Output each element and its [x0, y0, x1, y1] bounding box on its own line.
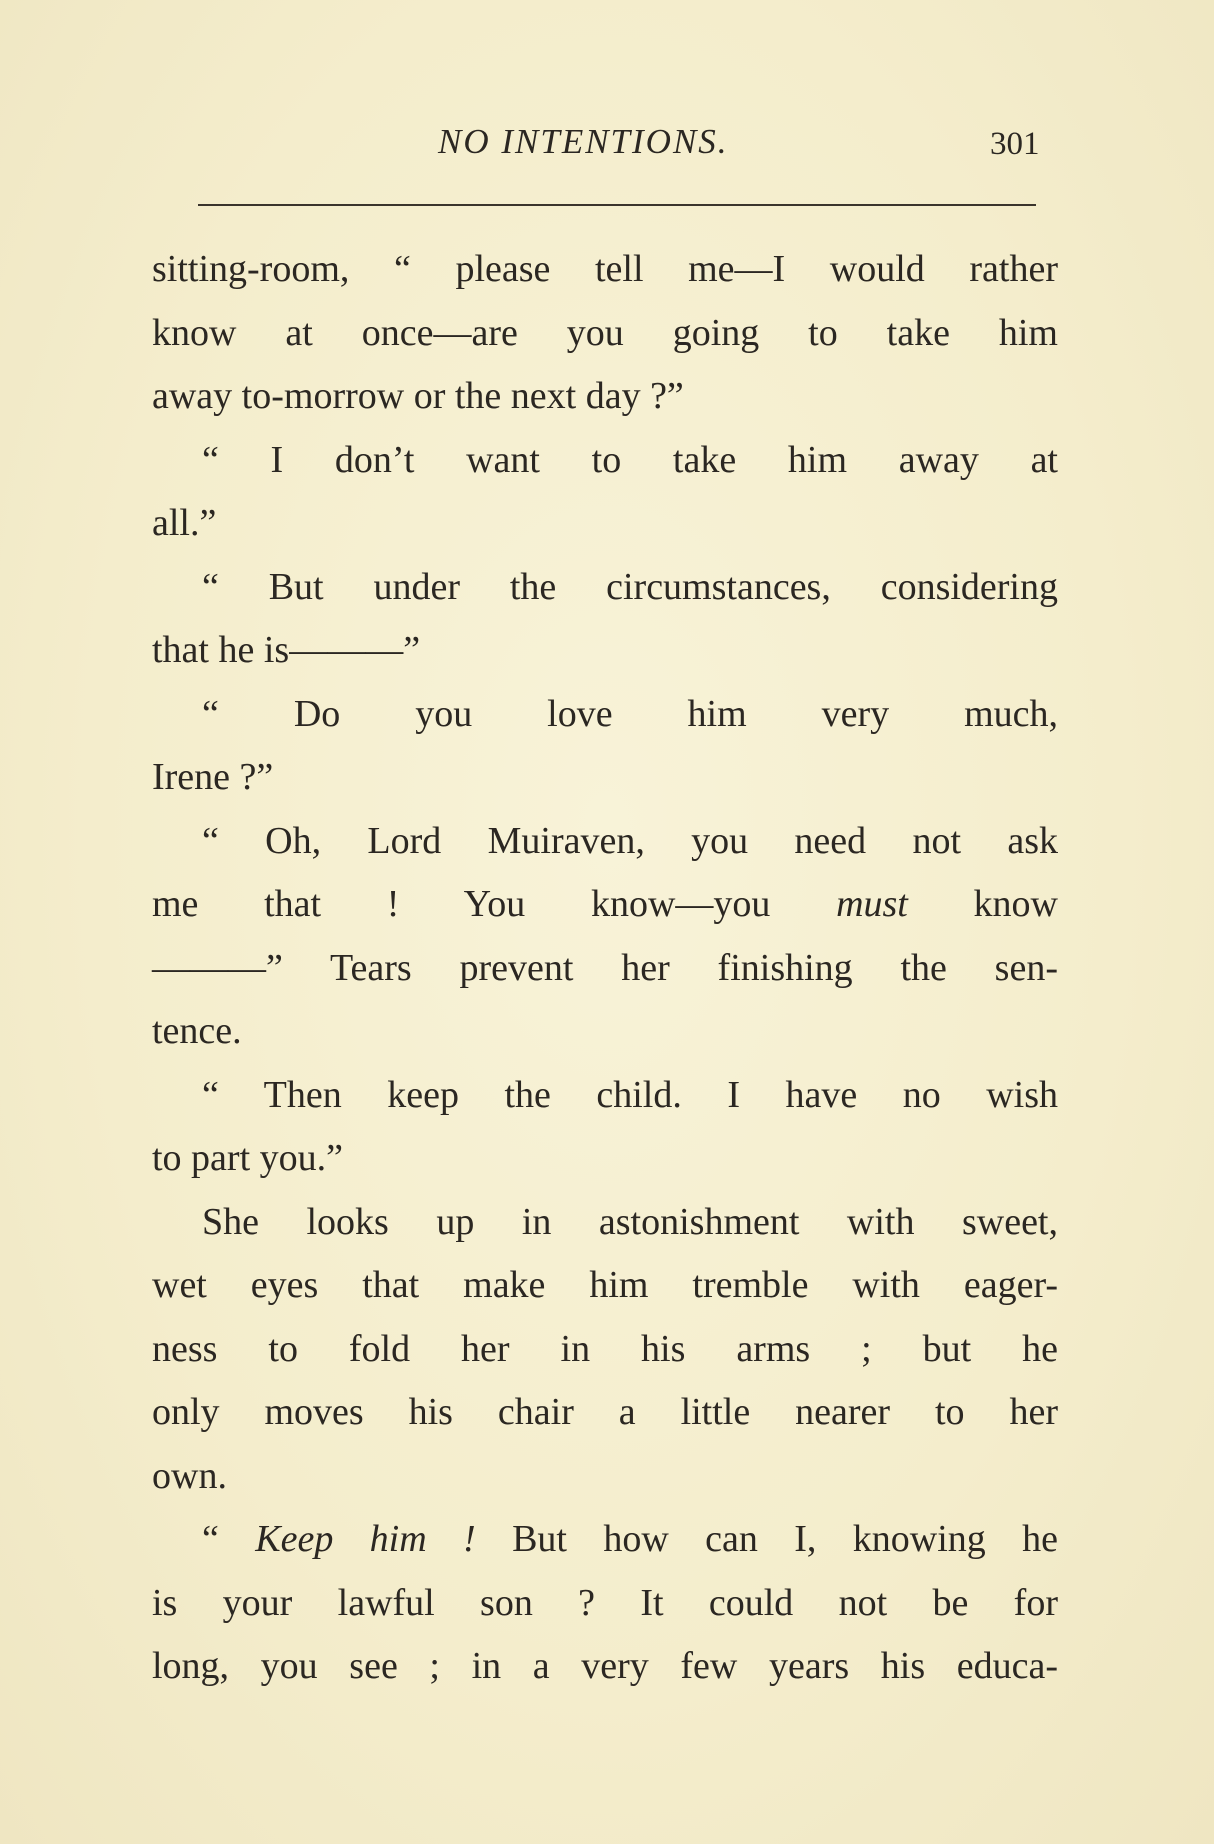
text-line: sitting-room, “ please tell me—I would rather	[152, 248, 1058, 290]
text-line: “ Oh, Lord Muiraven, you need not ask	[202, 819, 1058, 862]
text-line	[152, 1508, 1058, 1572]
text-line: “ But under the circumstances, considering	[202, 565, 1058, 608]
text-line: wet eyes that make him tremble with eager-	[152, 1264, 1058, 1306]
text-line: “ Do you love him very much,	[202, 692, 1058, 735]
text-line: long, you see ; in a very few years his educa-	[152, 1645, 1058, 1687]
text-run: me that ! You know—you	[152, 883, 837, 925]
text-run: “	[202, 1518, 256, 1560]
italic-run: must	[836, 883, 908, 925]
body-text	[152, 238, 1058, 1699]
text-line: She looks up in astonishment with sweet,	[202, 1200, 1058, 1243]
text-line: know at once—are you going to take him	[152, 311, 1058, 354]
text-line: to part you.”	[152, 1137, 344, 1179]
text-line: “ I don’t want to take him away at	[202, 438, 1058, 481]
text-line: that he is———”	[152, 629, 421, 671]
running-head	[0, 122, 1214, 172]
text-line: own.	[152, 1454, 227, 1497]
text-line: ———” Tears prevent her finishing the sen-	[152, 946, 1058, 989]
text-line: “ Then keep the child. I have no wish	[202, 1073, 1058, 1116]
text-line: Irene ?”	[152, 756, 274, 798]
text-run: know	[907, 883, 1058, 925]
header-rule	[198, 204, 1036, 206]
text-line	[152, 873, 1058, 937]
page-number: 301	[990, 126, 1040, 162]
text-line: is your lawful son ? It could not be for	[152, 1581, 1058, 1624]
italic-run: Keep him !	[255, 1518, 476, 1560]
text-run: But how can I, knowing he	[475, 1518, 1058, 1560]
text-line: away to-morrow or the next day ?”	[152, 375, 684, 417]
running-title: NO INTENTIONS.	[438, 122, 729, 161]
text-line: ness to fold her in his arms ; but he	[152, 1327, 1058, 1370]
text-line: only moves his chair a little nearer to her	[152, 1391, 1058, 1433]
text-line: tence.	[152, 1010, 242, 1052]
text-line: all.”	[152, 502, 217, 544]
